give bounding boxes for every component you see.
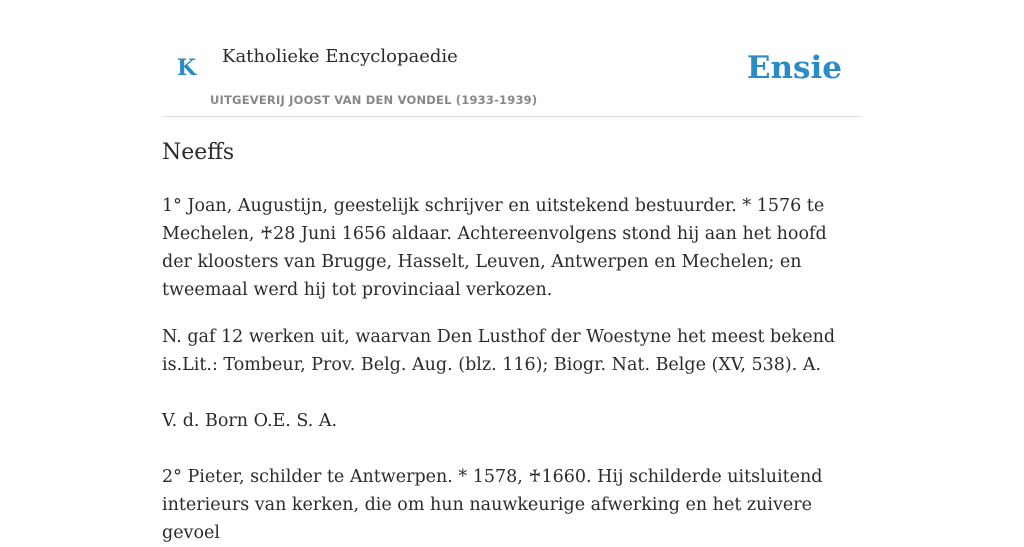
article-paragraph: 2° Pieter, schilder te Antwerpen. * 1578, ♰1660. Hij schilderde uitsluitend interieurs van kerken, die om hun nauwkeurige afwerking en het zuivere gevoel: [162, 467, 823, 543]
article-paragraph: 1° Joan, Augustijn, geestelijk schrijver en uitstekend bestuurder. * 1576 te Mechelen, ♰28 Juni 1656 aldaar. Achtereenvolgens stond hij aan het hoofd der kloosters van Brugge, Hasselt, Leuven, Antwerpen en Mechelen; en tweemaal werd hij tot provinciaal verkozen.: [162, 196, 827, 300]
article-title: Neeffs: [162, 140, 235, 165]
article-paragraph: N. gaf 12 werken uit, waarvan Den Lusthof der Woestyne het meest bekend is.Lit.: Tombeur, Prov. Belg. Aug. (blz. 116); Biogr. Nat. Belge (XV, 538). A.: [162, 327, 836, 375]
site-header: [162, 0, 862, 117]
logo-icon[interactable]: K: [177, 55, 197, 81]
publisher-subtitle: UITGEVERIJ JOOST VAN DEN VONDEL (1933-1939): [210, 93, 538, 107]
brand-logo[interactable]: Ensie: [746, 50, 842, 86]
site-title[interactable]: Katholieke Encyclopaedie: [222, 46, 458, 67]
article-author: V. d. Born O.E. S. A.: [162, 411, 338, 431]
page: [162, 0, 862, 543]
